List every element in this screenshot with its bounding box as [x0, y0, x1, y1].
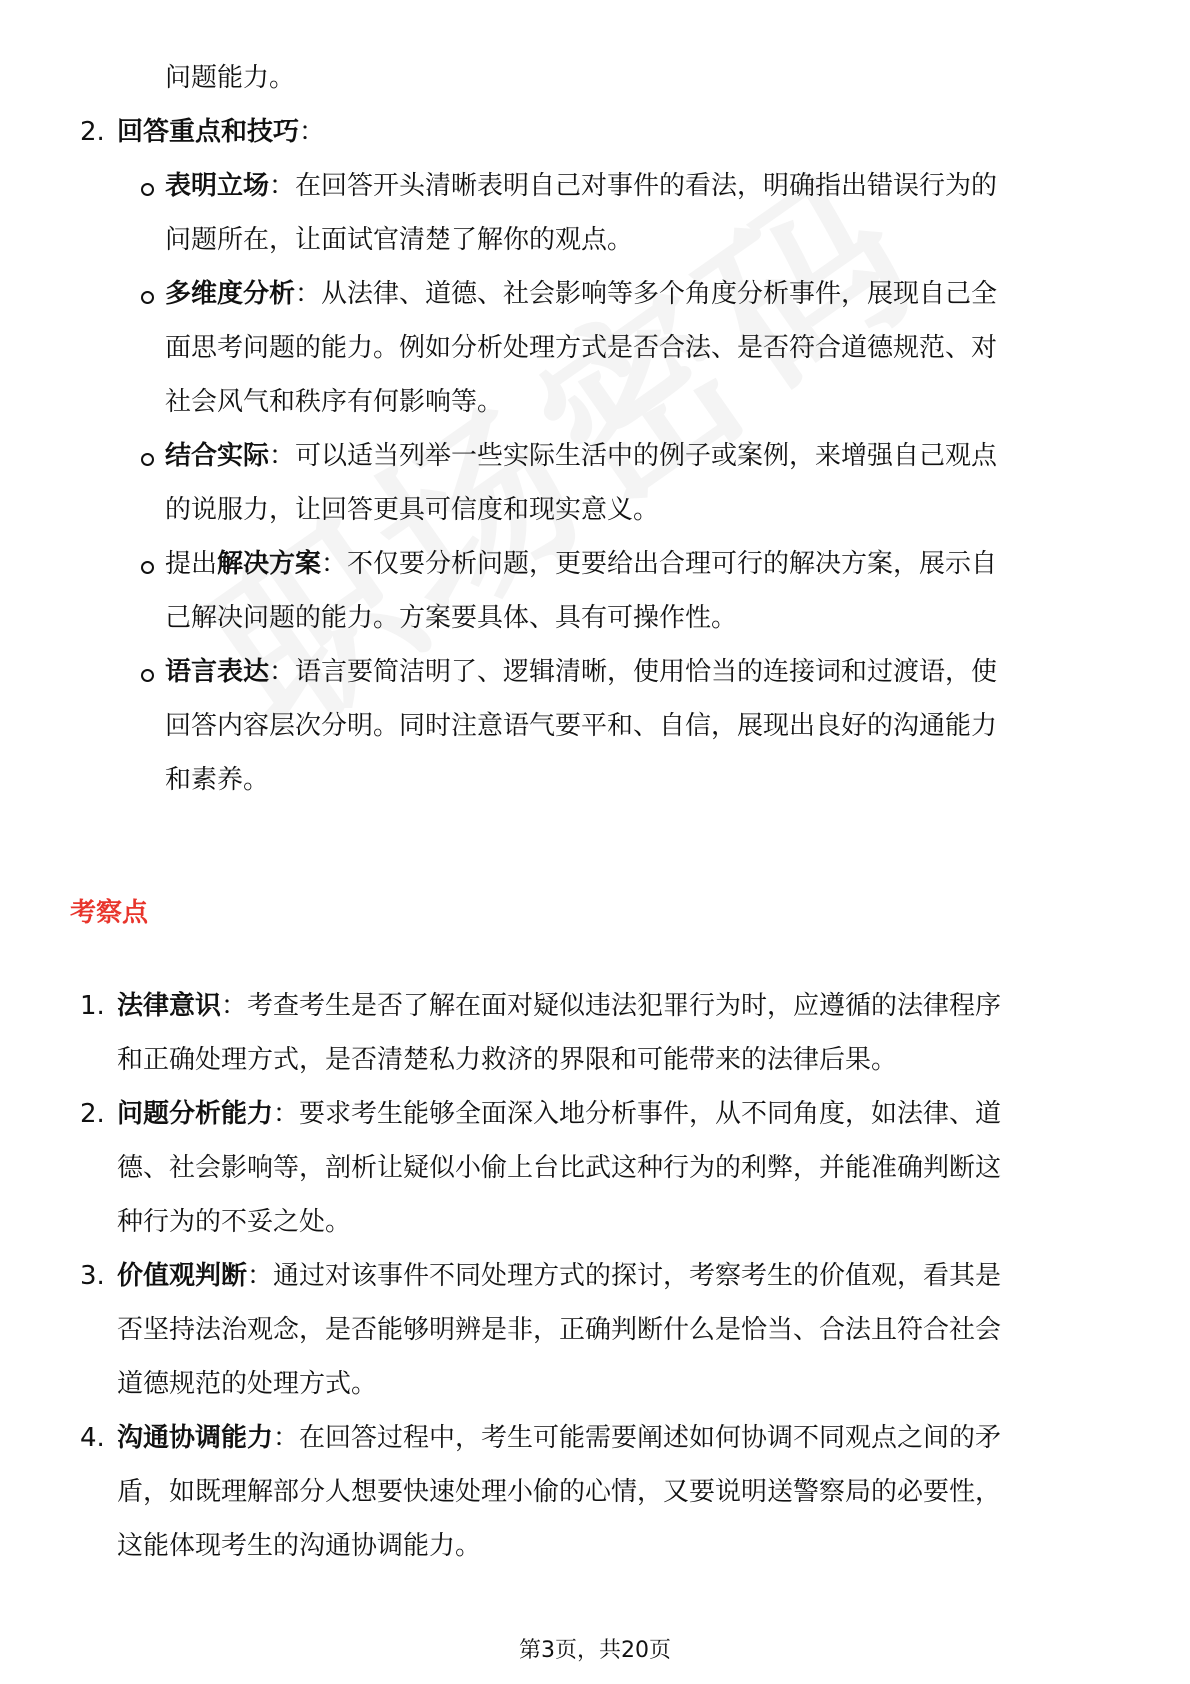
list-item-continuation: 和素养。	[165, 765, 270, 795]
list-number: 2.	[80, 117, 105, 147]
list-item: 提出解决方案：不仅要分析问题，更要给出合理可行的解决方案，展示自	[165, 549, 998, 579]
list-item-continuation: 种行为的不妥之处。	[117, 1207, 352, 1237]
list-item-continuation: 己解决问题的能力。方案要具体、具有可操作性。	[165, 603, 738, 633]
bullet-icon	[141, 291, 154, 304]
bullet-icon	[141, 183, 154, 196]
list-item: 沟通协调能力：在回答过程中，考生可能需要阐述如何协调不同观点之间的矛	[117, 1423, 1002, 1453]
list-item-continuation: 回答内容层次分明。同时注意语气要平和、自信，展现出良好的沟通能力	[165, 711, 998, 741]
bullet-icon	[141, 669, 154, 682]
bullet-icon	[141, 453, 154, 466]
list-item-continuation: 道德规范的处理方式。	[117, 1369, 378, 1399]
answer-tips-title: 回答重点和技巧：	[117, 117, 326, 147]
section-heading: 考察点	[70, 898, 149, 928]
bullet-icon	[141, 561, 154, 574]
list-item: 结合实际：可以适当列举一些实际生活中的例子或案例，来增强自己观点	[165, 441, 998, 471]
list-item: 问题分析能力：要求考生能够全面深入地分析事件，从不同角度，如法律、道	[117, 1099, 1002, 1129]
continuation-text: 问题能力。	[165, 63, 296, 93]
list-number: 1.	[80, 991, 105, 1021]
page-footer: 第3页，共20页	[519, 1638, 671, 1663]
list-item-continuation: 和正确处理方式，是否清楚私力救济的界限和可能带来的法律后果。	[117, 1045, 898, 1075]
list-item-continuation: 问题所在，让面试官清楚了解你的观点。	[165, 225, 634, 255]
list-number: 2.	[80, 1099, 105, 1129]
list-item: 表明立场：在回答开头清晰表明自己对事件的看法，明确指出错误行为的	[165, 171, 998, 201]
list-item: 语言表达：语言要简洁明了、逻辑清晰，使用恰当的连接词和过渡语，使	[165, 657, 998, 687]
list-item: 多维度分析：从法律、道德、社会影响等多个角度分析事件，展现自己全	[165, 279, 998, 309]
list-item-continuation: 盾，如既理解部分人想要快速处理小偷的心情，又要说明送警察局的必要性，	[117, 1477, 1002, 1507]
list-item-continuation: 面思考问题的能力。例如分析处理方式是否合法、是否符合道德规范、对	[165, 333, 998, 363]
list-number: 4.	[80, 1423, 105, 1453]
list-number: 3.	[80, 1261, 105, 1291]
list-item: 法律意识：考查考生是否了解在面对疑似违法犯罪行为时，应遵循的法律程序	[117, 991, 1002, 1021]
list-item-continuation: 的说服力，让回答更具可信度和现实意义。	[165, 495, 660, 525]
list-item: 价值观判断：通过对该事件不同处理方式的探讨，考察考生的价值观，看其是	[117, 1261, 1002, 1291]
list-item-continuation: 否坚持法治观念，是否能够明辨是非，正确判断什么是恰当、合法且符合社会	[117, 1315, 1002, 1345]
list-item-continuation: 社会风气和秩序有何影响等。	[165, 387, 504, 417]
list-item-continuation: 这能体现考生的沟通协调能力。	[117, 1531, 482, 1561]
list-item-continuation: 德、社会影响等，剖析让疑似小偷上台比武这种行为的利弊，并能准确判断这	[117, 1153, 1002, 1183]
